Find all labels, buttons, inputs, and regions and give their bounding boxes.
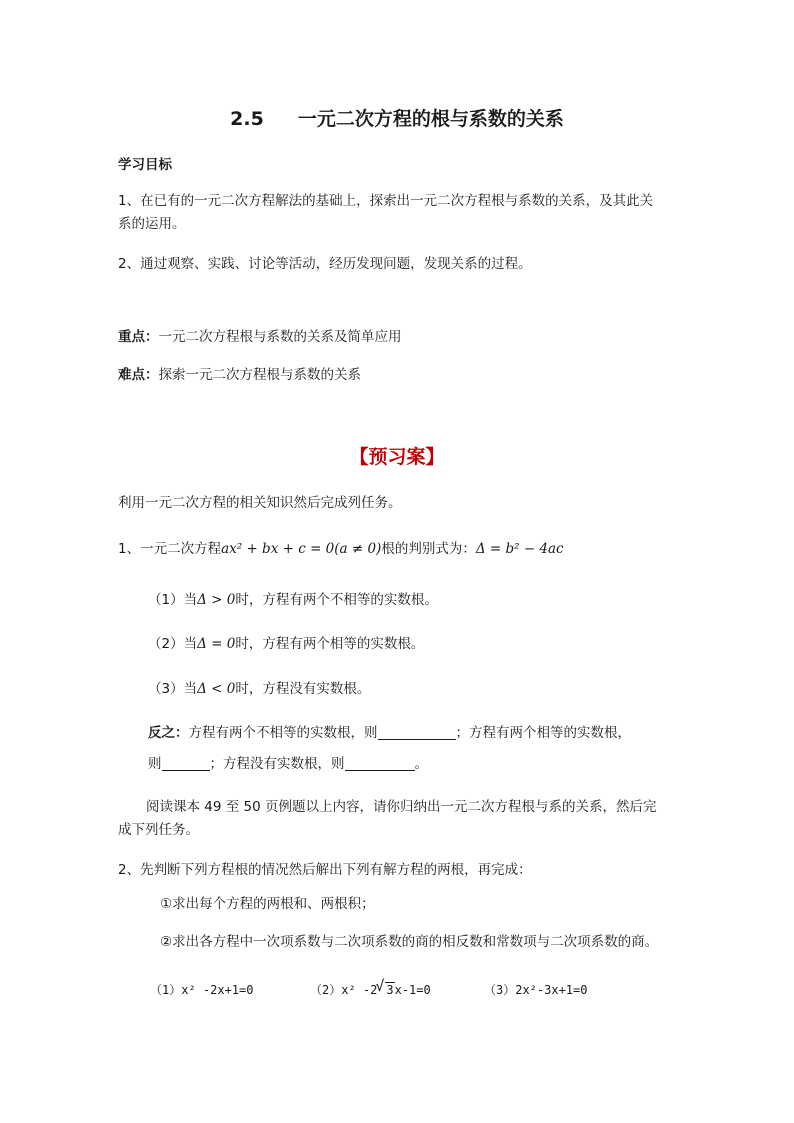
equation-1-label: （1）: [150, 983, 182, 997]
key-point-label: 重点：: [118, 329, 159, 345]
equation-2-text-a: x² -2: [341, 983, 378, 997]
case-3-pre: （3）当: [148, 681, 198, 697]
title-text: 一元二次方程的根与系数的关系: [297, 108, 564, 130]
converse-line-1: [148, 723, 631, 743]
blank-2[interactable]: [162, 756, 210, 771]
quadratic-equation: ax² + bx + c = 0(a ≠ 0): [221, 541, 382, 557]
objective-1-line-1: 1、在已有的一元二次方程解法的基础上，探索出一元二次方程根与系数的关系，及其此关: [118, 193, 654, 209]
question-1: [118, 539, 564, 559]
equation-3-label: （3）: [484, 983, 516, 997]
difficulty-point: [118, 365, 361, 385]
case-3-condition: Δ < 0: [197, 681, 236, 697]
objectives-heading: 学习目标: [118, 157, 172, 173]
section-number: 2.5: [230, 108, 264, 130]
equation-1: [150, 980, 253, 1000]
converse-text-a: 方程有两个不相等的实数根，则: [188, 725, 378, 741]
case-3: [148, 679, 370, 699]
equation-3-text: 2x²-3x+1=0: [515, 983, 588, 997]
reading-line-1: 阅读课本 49 至 50 页例题以上内容，请你归纳出一元二次方程根与系的关系，然后完: [146, 799, 657, 815]
case-1: [148, 590, 438, 610]
converse-text-d: ；方程没有实数根，则: [209, 756, 345, 772]
converse-text-e: 。: [414, 756, 428, 772]
converse-text-c: 则: [148, 756, 162, 772]
case-3-post: 时，方程没有实数根。: [235, 681, 371, 697]
key-point: [118, 327, 402, 347]
question-2-sub-1: ①求出每个方程的两根和、两根积；: [160, 896, 375, 912]
objective-2: 2、通过观察、实践、讨论等活动，经历发现问题，发现关系的过程。: [118, 256, 532, 272]
key-point-text: 一元二次方程根与系数的关系及简单应用: [158, 329, 402, 345]
case-2-post: 时，方程有两个相等的实数根。: [235, 636, 425, 652]
question-2-sub-2: ②求出各方程中一次项系数与二次项系数的商的相反数和常数项与二次项系数的商。: [160, 934, 659, 950]
q1-mid: 根的判别式为：: [381, 541, 476, 557]
square-root: [377, 980, 394, 1000]
case-2-condition: Δ = 0: [197, 636, 236, 652]
objective-1-line-2: 系的运用。: [118, 216, 186, 232]
blank-3[interactable]: [345, 756, 415, 771]
case-1-post: 时，方程有两个不相等的实数根。: [235, 592, 438, 608]
converse-line-2: [148, 754, 428, 774]
converse-text-b: ；方程有两个相等的实数根，: [455, 725, 631, 741]
preview-intro: 利用一元二次方程的相关知识然后完成列任务。: [118, 495, 402, 511]
q1-prefix: 1、一元二次方程: [118, 541, 222, 557]
equation-3: [484, 980, 587, 1000]
equation-2-text-b: x-1=0: [394, 983, 431, 997]
case-2-pre: （2）当: [148, 636, 198, 652]
equation-1-text: x² -2x+1=0: [181, 983, 254, 997]
question-2: 2、先判断下列方程根的情况然后解出下列有解方程的两根，再完成：: [118, 862, 532, 878]
reading-line-2: 成下列任务。: [118, 822, 199, 838]
difficulty-text: 探索一元二次方程根与系数的关系: [158, 367, 361, 383]
equation-2-label: （2）: [310, 983, 342, 997]
discriminant-formula: Δ = b² − 4ac: [475, 541, 564, 557]
case-2: [148, 634, 424, 654]
case-1-condition: Δ > 0: [197, 592, 236, 608]
difficulty-label: 难点：: [118, 367, 159, 383]
preview-heading: 【预习案】: [349, 446, 445, 468]
converse-label: 反之：: [148, 725, 189, 741]
equation-2-root: 3: [386, 983, 394, 997]
equation-2: [310, 980, 431, 1000]
blank-1[interactable]: [378, 725, 456, 740]
page-title: [0, 106, 794, 132]
case-1-pre: （1）当: [148, 592, 198, 608]
